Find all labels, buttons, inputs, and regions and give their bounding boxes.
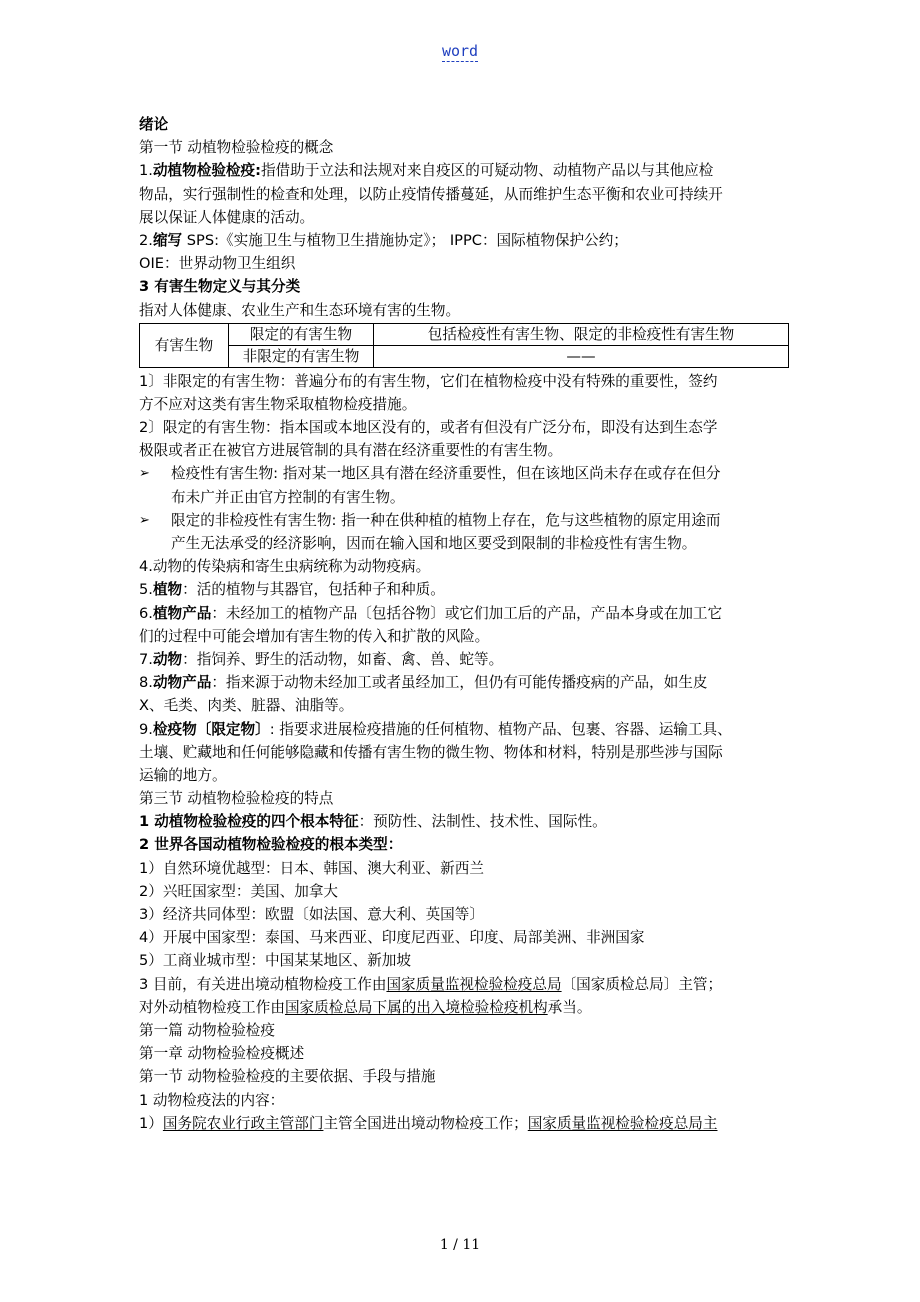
chapter-title: 绪论 (139, 116, 169, 133)
chapter-heading: 第一章 动物检验检疫概述 (139, 1045, 305, 1063)
table-cell-desc: 包括检疫性有害生物、限定的非检疫性有害生物 (374, 323, 789, 345)
part-heading: 第一篇 动物检验检疫 (139, 1021, 275, 1039)
paragraph-1-line-3: 展以保证人体健康的活动。 (139, 208, 315, 226)
table-row (140, 345, 789, 367)
paragraph-3-heading: 3 有害生物定义与其分类 (139, 278, 301, 296)
law-heading: 1 动物检疫法的内容： (139, 1091, 285, 1109)
paragraph-2-line-2: OIE：世界动物卫生组织 (139, 255, 296, 273)
type-item: 3）经济共同体型：欧盟〔如法国、意大利、英国等〕 (139, 906, 484, 923)
paragraph-6: 6.植物产品：未经加工的植物产品〔包括谷物〕或它们加工后的产品，产品本身或在加工它 (139, 604, 723, 622)
paragraph-8-line-2: X、毛类、肉类、脏器、油脂等。 (139, 697, 354, 715)
table-cell-type: 非限定的有害生物 (229, 345, 374, 367)
note-2-line-2: 极限或者正在被官方进展管制的具有潜在经济重要性的有害生物。 (139, 442, 563, 460)
type-item: 5）工商业城市型：中国某某地区、新加坡 (139, 952, 411, 970)
bullet-item: ➢ 检疫性有害生物: 指对某一地区具有潜在经济重要性，但在该地区尚未存在或存在但分 (139, 462, 787, 485)
paragraph-6-line-2: 们的过程中可能会增加有害生物的传入和扩散的风险。 (139, 627, 490, 645)
type-item: 4）开展中国家型：泰国、马来西亚、印度尼西亚、印度、局部美洲、非洲国家 (139, 929, 645, 947)
section-heading: 第三节 动植物检验检疫的特点 (139, 790, 334, 808)
paragraph-5: 5.植物：活的植物与其器官，包括种子和种质。 (139, 581, 445, 599)
bullet-item-line-2: 布未广并正由官方控制的有害生物。 (171, 488, 405, 506)
section-heading: 第一节 动植物检验检疫的概念 (139, 139, 334, 157)
arrow-bullet-icon: ➢ (139, 512, 150, 528)
note-2: 2〕限定的有害生物：指本国或本地区没有的，或者有但没有广泛分布，即没有达到生态学 (139, 419, 718, 437)
feature-2-heading: 2 世界各国动植物检验检疫的根本类型： (139, 836, 403, 854)
section-heading: 第一节 动物检验检疫的主要依据、手段与措施 (139, 1068, 436, 1086)
table-cell-type: 限定的有害生物 (229, 323, 374, 345)
paragraph-8: 8.动物产品：指来源于动物未经加工或者虽经加工，但仍有可能传播疫病的产品，如生皮 (139, 674, 708, 692)
paragraph-3-definition: 指对人体健康、农业生产和生态环境有害的生物。 (139, 301, 461, 319)
paragraph-9-line-3: 运输的地方。 (139, 766, 227, 784)
table-row (140, 323, 789, 345)
term: 缩写 (152, 231, 183, 249)
feature-3: 3 目前，有关进出境动植物检疫工作由国家质量监视检验检疫总局〔国家质检总局〕主管； (139, 975, 723, 993)
document-body (139, 113, 787, 1135)
bullet-item-line-2: 产生无法承受的经济影响，因而在输入国和地区要受到限制的非检疫性有害生物。 (171, 535, 697, 552)
page-number: 1 / 11 (439, 1237, 481, 1253)
type-item: 2）兴旺国家型：美国、加拿大 (139, 882, 339, 900)
pest-classification-table (139, 323, 789, 368)
note-1: 1〕非限定的有害生物：普遍分布的有害生物，它们在植物检疫中没有特殊的重要性，签约 (139, 372, 718, 390)
paragraph-9-line-2: 土壤、贮藏地和任何能够隐藏和传播有害生物的微生物、物体和材料，特别是那些涉与国际 (139, 743, 723, 761)
paragraph-1-line-2: 物品，实行强制性的检查和处理，以防止疫情传播蔓延，从而维护生态平衡和农业可持续开 (139, 185, 723, 203)
note-1-line-2: 方不应对这类有害生物采取植物检疫措施。 (139, 395, 417, 413)
page-header (0, 42, 920, 60)
paragraph-2: 2.缩写 SPS:《实施卫生与植物卫生措施协定》； IPPC：国际植物保护公约； (139, 231, 628, 249)
feature-1: 1 动植物检验检疫的四个根本特征：预防性、法制性、技术性、国际性。 (139, 813, 607, 831)
type-item: 1）自然环境优越型：日本、韩国、澳大利亚、新西兰 (139, 859, 484, 877)
law-item-1: 1）国务院农业行政主管部门主管全国进出境动物检疫工作；国家质量监视检验检疫总局主 (139, 1114, 718, 1132)
feature-3-line-2: 对外动植物检疫工作由国家质检总局下属的出入境检验检疫机构承当。 (139, 998, 592, 1016)
paragraph-1: 1.动植物检验检疫:指借助于立法和法规对来自疫区的可疑动物、动植物产品以与其他应检 (139, 162, 714, 180)
table-cell-category: 有害生物 (140, 323, 229, 367)
paragraph-9: 9.检疫物〔限定物〕: 指要求进展检疫措施的任何植物、植物产品、包裹、容器、运输工具、 (139, 720, 732, 738)
paragraph-4: 4.动物的传染病和寄生虫病统称为动物疫病。 (139, 558, 431, 576)
paragraph-7: 7.动物：指饲养、野生的活动物，如畜、禽、兽、蛇等。 (139, 650, 504, 668)
table-cell-desc: —— (374, 345, 789, 367)
bullet-item: ➢ 限定的非检疫性有害生物: 指一种在供种植的植物上存在，危与这些植物的原定用途而 (139, 509, 787, 532)
term: 动植物检验检疫: (152, 162, 261, 180)
header-link[interactable]: word (441, 42, 479, 60)
arrow-bullet-icon: ➢ (139, 466, 150, 482)
